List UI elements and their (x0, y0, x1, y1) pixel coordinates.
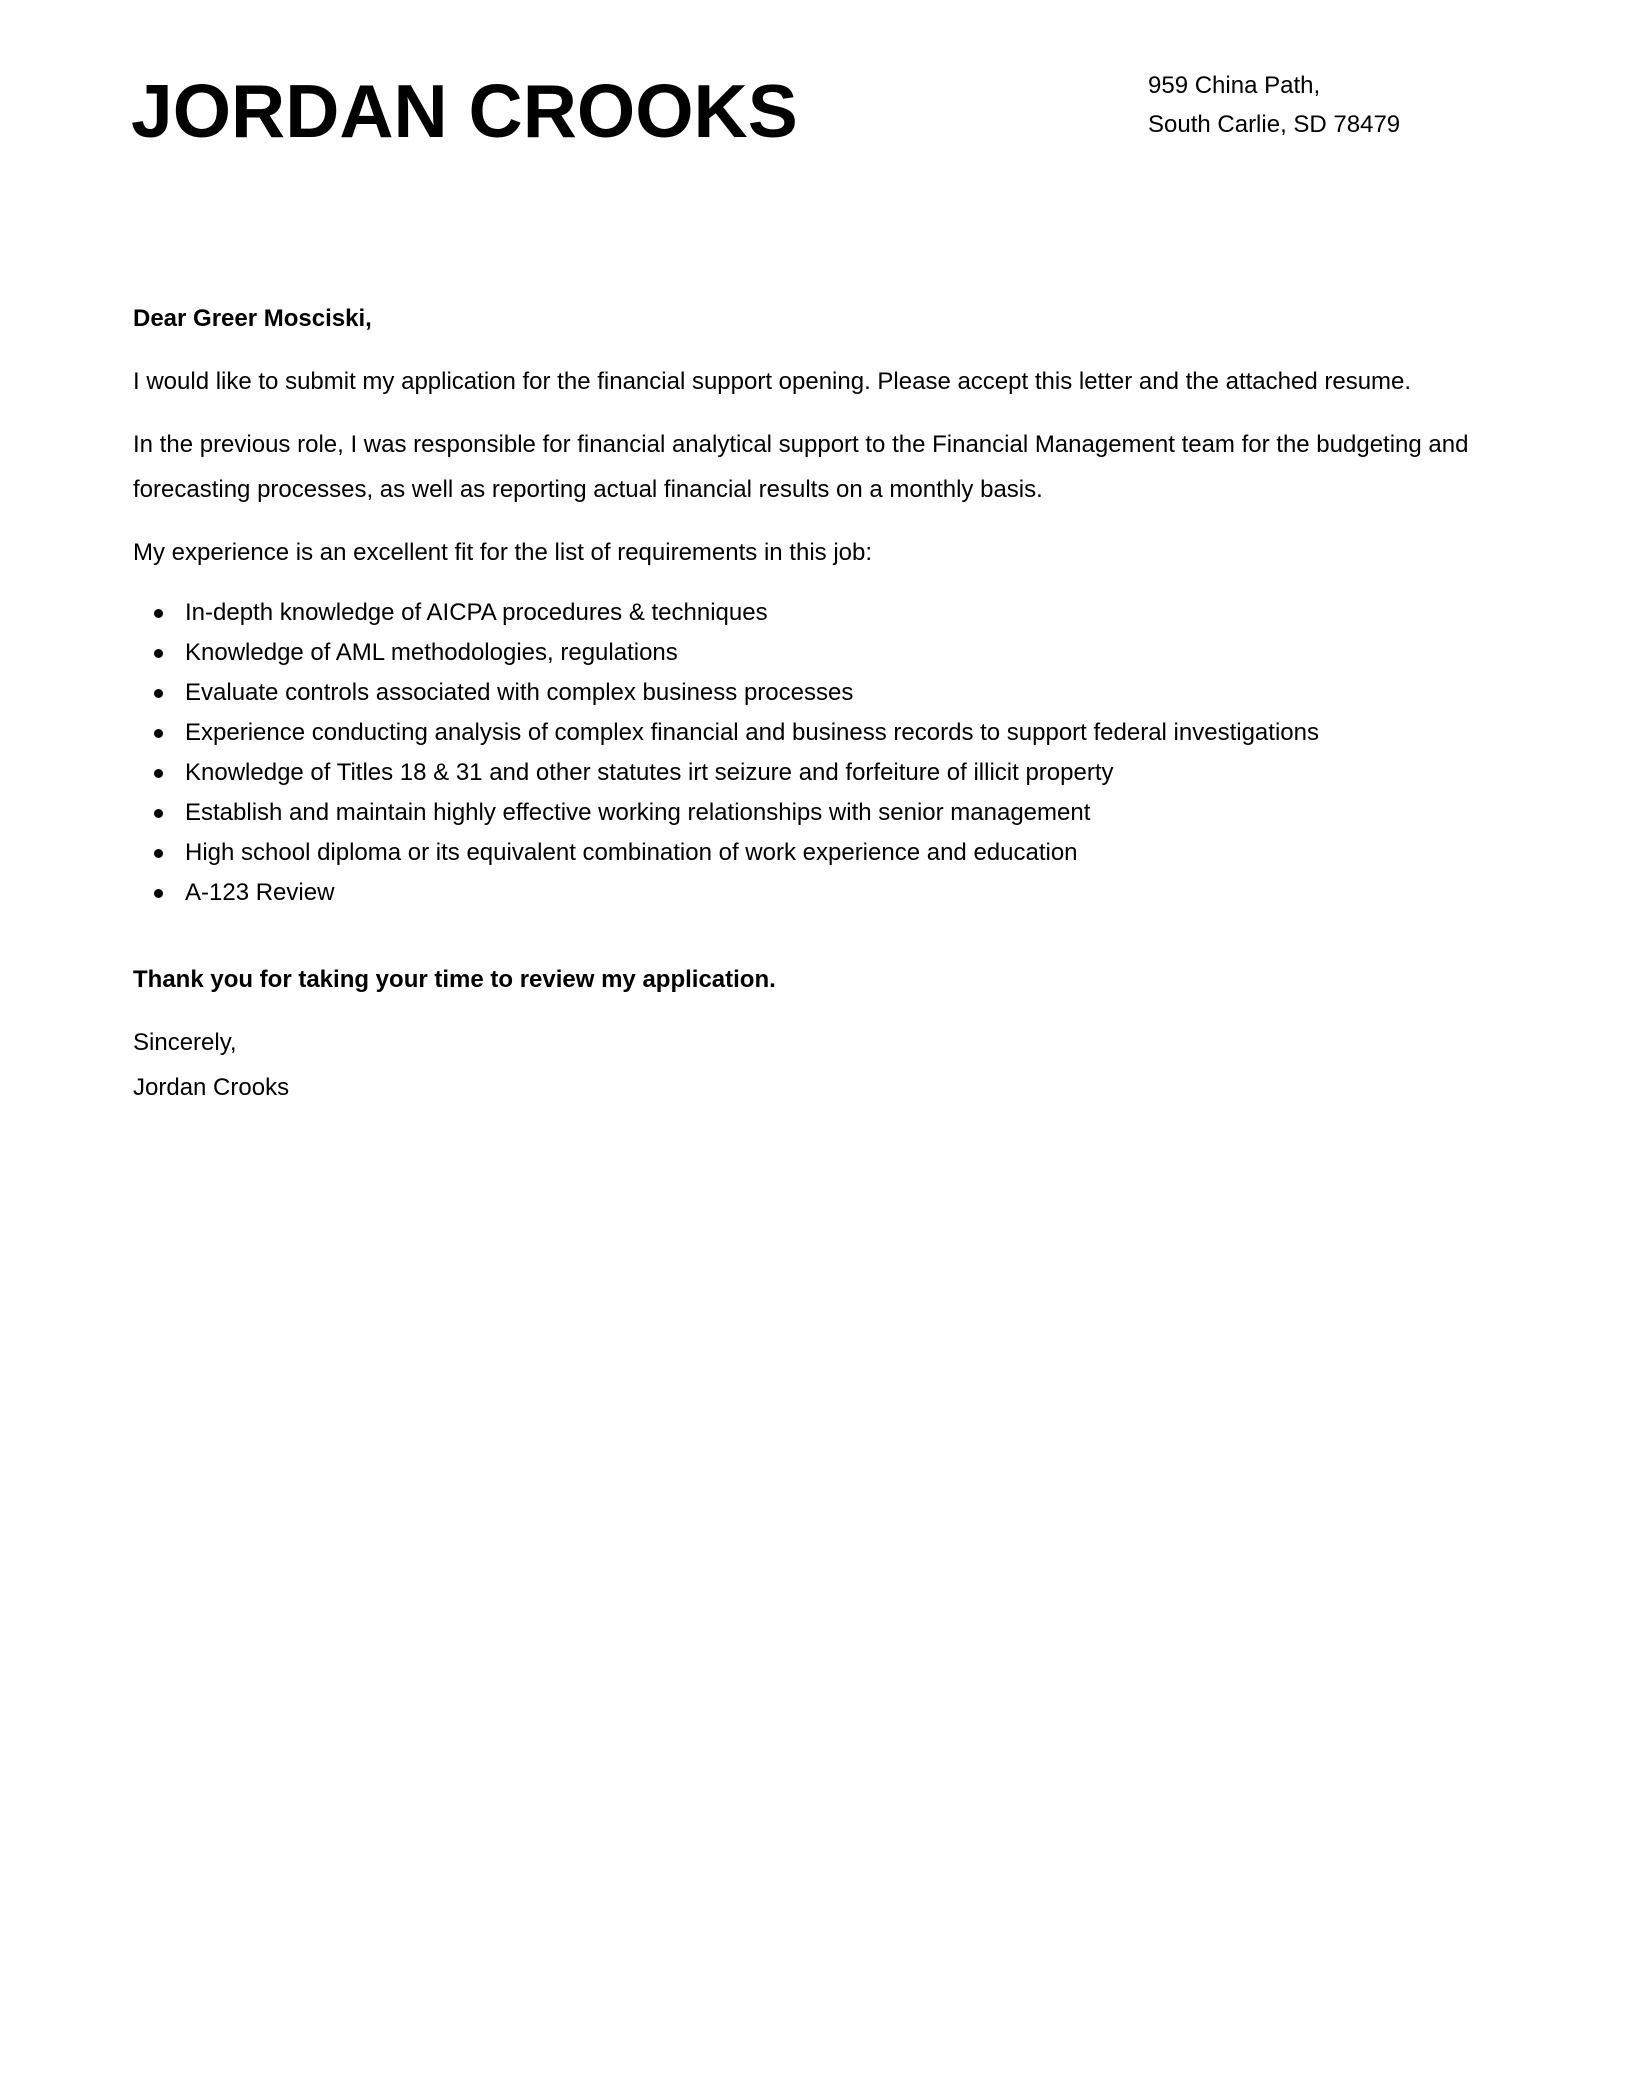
bullet-icon (154, 889, 163, 898)
requirement-item (133, 713, 1499, 753)
bullet-icon (154, 769, 163, 778)
requirement-text: Experience conducting analysis of complex financial and business records to support federal investigations (185, 719, 1319, 746)
salutation: Dear Greer Mosciski, (133, 305, 372, 332)
requirement-text: High school diploma or its equivalent combination of work experience and education (185, 839, 1078, 866)
requirements-list (133, 593, 1499, 913)
requirement-item (133, 833, 1499, 873)
bullet-icon (154, 649, 163, 658)
closing-thanks: Thank you for taking your time to review my application. (133, 966, 776, 993)
requirement-text: Knowledge of Titles 18 & 31 and other statutes irt seizure and forfeiture of illicit property (185, 759, 1114, 786)
address-line-1: 959 China Path, (1148, 72, 1321, 99)
paragraph-intro: I would like to submit my application for the financial support opening. Please accept this letter and the attached resume. (133, 368, 1412, 395)
requirement-item (133, 633, 1499, 673)
requirement-text: A-123 Review (185, 879, 335, 906)
requirement-item (133, 873, 1499, 913)
address-line-2: South Carlie, SD 78479 (1148, 111, 1401, 138)
requirement-text: Knowledge of AML methodologies, regulations (185, 639, 678, 666)
requirement-item (133, 793, 1499, 833)
requirement-text: Establish and maintain highly effective working relationships with senior management (185, 799, 1091, 826)
requirement-item (133, 753, 1499, 793)
paragraph-experience-fit: My experience is an excellent fit for the list of requirements in this job: (133, 539, 873, 566)
applicant-name: JORDAN CROOKS (131, 69, 798, 153)
requirement-item (133, 593, 1499, 633)
bullet-icon (154, 609, 163, 618)
bullet-icon (154, 849, 163, 858)
closing-salutation: Sincerely, (133, 1029, 237, 1056)
applicant-address (1148, 66, 1400, 144)
bullet-icon (154, 809, 163, 818)
signature-block (133, 1020, 1499, 1110)
bullet-icon (154, 729, 163, 738)
letter-body (133, 296, 1499, 1110)
requirement-text: Evaluate controls associated with complex business processes (185, 679, 854, 706)
paragraph-previous-role: In the previous role, I was responsible for financial analytical support to the Financial Management team for the budgeting and forecasting processes, as well as reporting actual financial results on a monthly basis. (133, 431, 1469, 503)
signature-name: Jordan Crooks (133, 1074, 290, 1101)
requirement-item (133, 673, 1499, 713)
bullet-icon (154, 689, 163, 698)
requirement-text: In-depth knowledge of AICPA procedures & techniques (185, 599, 768, 626)
